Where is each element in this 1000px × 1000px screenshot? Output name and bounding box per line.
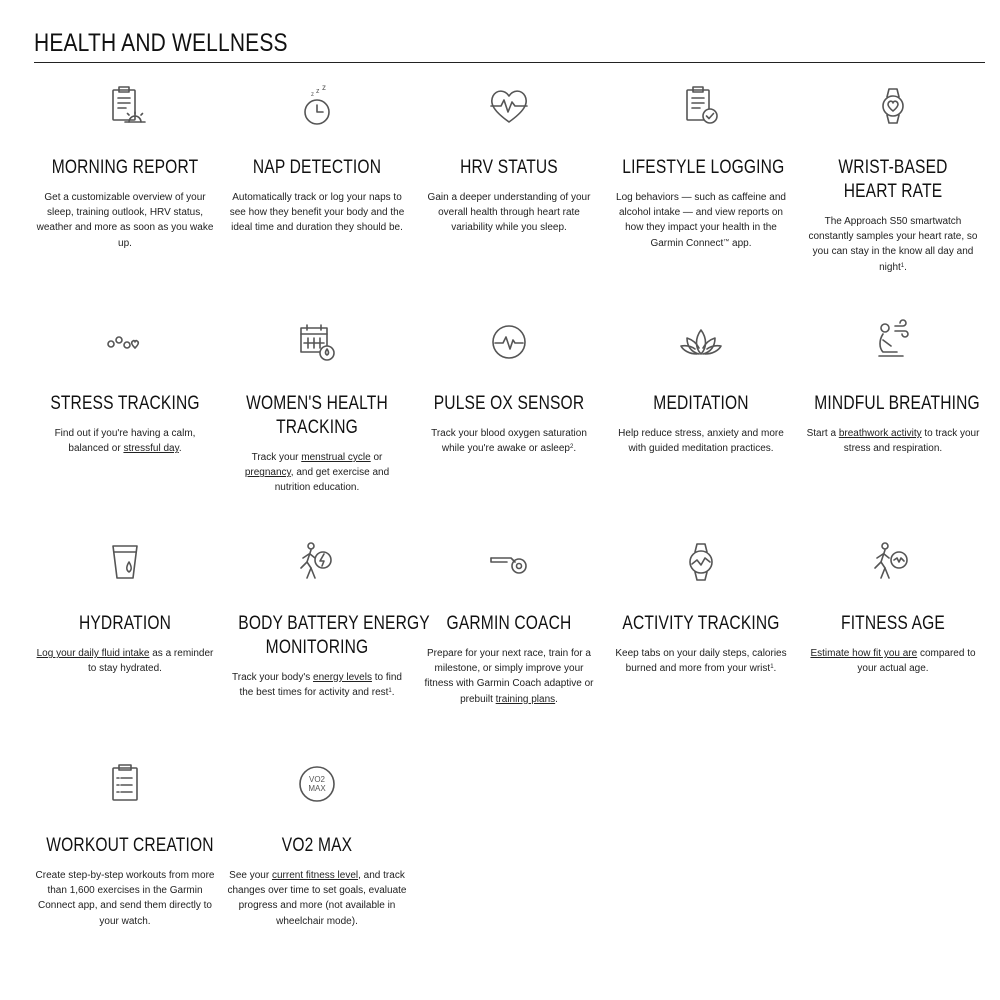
feature-title-line: GARMIN COACH	[446, 613, 572, 634]
feature-description-text: as a reminder to stay hydrated.	[88, 648, 214, 675]
heart-pulse-icon	[485, 82, 533, 130]
feature-description	[227, 450, 407, 496]
feature-link[interactable]: menstrual cycle	[301, 452, 371, 463]
footnote-marker: 1	[900, 262, 905, 269]
feature-link[interactable]: current fitness level	[271, 870, 359, 881]
feature-description-text: app.	[729, 237, 752, 249]
vo2-icon-text-1: VO2	[308, 775, 326, 784]
feature-description-text: .	[573, 443, 577, 455]
feature-title-line: STRESS TRACKING	[50, 393, 200, 414]
feature-title-line: BODY BATTERY ENERGY	[238, 613, 430, 634]
feature-description-text: Track your blood oxygen saturation while you're awake or asleep	[431, 428, 587, 455]
feature-title-line: LIFESTYLE LOGGING	[622, 157, 785, 178]
feature-description-text: Automatically track or log your naps to see how they benefit your body and the ideal time and duration they should be.	[229, 192, 405, 234]
feature-title-line: HRV STATUS	[460, 157, 558, 178]
whistle-icon	[485, 538, 533, 586]
feature-title-line: TRACKING	[276, 417, 358, 438]
feature-description-text: See your	[229, 870, 272, 881]
feature-title-line: HYDRATION	[78, 613, 172, 634]
feature-title	[46, 156, 203, 180]
feature-title-line: PULSE OX SENSOR	[433, 393, 585, 414]
calendar-drop-icon	[293, 318, 341, 366]
feature-title	[46, 834, 214, 858]
feature-description	[419, 646, 599, 707]
watch-activity-icon	[677, 538, 725, 586]
feature-card-hydration	[29, 538, 221, 676]
watch-heart-icon	[869, 82, 917, 130]
feature-description	[35, 426, 215, 456]
feature-link[interactable]: breathwork activity	[838, 428, 922, 439]
feature-description	[35, 646, 215, 676]
vo2-icon-text-2: MAX	[308, 784, 326, 793]
feature-description	[227, 190, 407, 236]
feature-card-nap-detection	[221, 82, 413, 236]
svg-text:z: z	[311, 92, 314, 98]
feature-description-text: , and track changes over time to set goals, evaluate progress and more (not available in wheelchair mode).	[227, 870, 407, 927]
feature-title	[430, 156, 587, 180]
feature-title	[622, 156, 785, 180]
feature-description-text: .	[555, 693, 558, 705]
feature-card-mindful-breathing	[797, 318, 989, 456]
feature-description-text: Get a customizable overview of your sleep, training outlook, HRV status, weather and more as soon as you wake up.	[36, 192, 214, 249]
feature-title	[430, 612, 587, 636]
feature-title	[814, 612, 971, 636]
feature-description	[419, 426, 599, 456]
feature-title-line: ACTIVITY TRACKING	[622, 613, 780, 634]
feature-description	[803, 214, 983, 275]
section-header	[34, 30, 985, 63]
feature-title	[238, 834, 395, 858]
feature-description-text: Start a	[806, 428, 839, 439]
section-title: HEALTH AND WELLNESS	[34, 29, 288, 57]
feature-card-hrv-status	[413, 82, 605, 236]
footnote-marker: 1	[388, 688, 392, 695]
oxygen-wave-icon	[485, 318, 533, 366]
feature-description-text: .	[904, 261, 907, 273]
feature-description	[419, 190, 599, 236]
feature-description-text: .	[178, 443, 182, 455]
feature-card-body-battery-energy-monitoring	[221, 538, 430, 700]
feature-description	[803, 426, 983, 456]
feature-description	[227, 868, 407, 929]
breathing-person-icon	[869, 318, 917, 366]
feature-description	[611, 426, 791, 456]
feature-description	[803, 646, 983, 676]
feature-title-line: FITNESS AGE	[841, 613, 945, 634]
feature-title	[814, 156, 971, 204]
feature-description	[611, 190, 791, 251]
stress-wave-icon	[101, 318, 149, 366]
clipboard-check-icon	[677, 82, 725, 130]
feature-title-line: HEART RATE	[843, 181, 943, 202]
feature-description-text: Find out if you're having a calm, balanced or	[54, 428, 196, 455]
feature-description-text: Track your	[251, 452, 302, 463]
feature-card-vo2-max	[221, 760, 413, 929]
feature-description-text: or	[370, 452, 383, 463]
feature-description-text: Create step-by-step workouts from more than 1,600 exercises in the Garmin Connect app, and send them directly to your watch.	[35, 870, 215, 927]
feature-description-text: .	[391, 687, 395, 699]
clipboard-list-icon	[101, 760, 149, 808]
feature-title	[238, 392, 395, 440]
feature-description	[227, 670, 407, 700]
feature-card-garmin-coach	[413, 538, 605, 707]
feature-link[interactable]: stressful day	[123, 443, 179, 455]
feature-description-text: .	[773, 663, 777, 675]
feature-card-workout-creation	[29, 760, 221, 929]
feature-link[interactable]: training plans	[495, 693, 556, 705]
feature-title-line: WORKOUT CREATION	[46, 835, 214, 856]
feature-title	[430, 392, 587, 416]
feature-card-lifestyle-logging	[605, 82, 797, 251]
feature-title	[622, 612, 779, 636]
sleep-clock-icon	[293, 82, 341, 130]
feature-title-line: MORNING REPORT	[51, 157, 199, 178]
feature-description	[611, 646, 791, 676]
feature-description-text: The Approach S50 smartwatch constantly samples your heart rate, so you can stay in the know all day and night	[808, 216, 978, 273]
lotus-icon	[677, 318, 725, 366]
runner-energy-icon	[293, 538, 341, 586]
feature-title	[238, 156, 395, 180]
feature-title-line: MONITORING	[265, 637, 369, 658]
feature-title-line: NAP DETECTION	[252, 157, 382, 178]
footnote-marker: 2	[569, 444, 574, 451]
feature-card-fitness-age	[797, 538, 989, 676]
feature-title	[622, 392, 779, 416]
feature-description-text: to find the best times for activity and rest	[239, 672, 402, 699]
feature-card-morning-report	[29, 82, 221, 251]
feature-card-pulse-ox-sensor	[413, 318, 605, 456]
clipboard-sun-icon	[101, 82, 149, 130]
feature-description-text: Keep tabs on your daily steps, calories burned and more from your wrist	[615, 648, 787, 675]
feature-description-text: Track your body's	[232, 672, 314, 683]
svg-text:z: z	[316, 88, 320, 95]
water-glass-icon	[101, 538, 149, 586]
feature-description-text: , and get exercise and nutrition education.	[274, 467, 390, 494]
feature-description-text: Log behaviors — such as caffeine and alcohol intake — and view reports on how they impact your health in the Garmin Connect	[616, 192, 786, 249]
feature-card-meditation	[605, 318, 797, 456]
feature-card-wrist-based-heart-rate	[797, 82, 989, 275]
feature-title	[814, 392, 980, 416]
feature-description	[35, 868, 215, 929]
feature-title-line: WRIST-BASED	[838, 157, 948, 178]
feature-title-line: MEDITATION	[653, 393, 749, 414]
feature-title	[238, 612, 430, 660]
feature-title-line: MINDFUL BREATHING	[814, 393, 980, 414]
feature-link[interactable]: energy levels	[313, 672, 372, 683]
feature-title-line: VO2 MAX	[281, 835, 353, 856]
feature-link[interactable]: Estimate how fit you are	[810, 648, 918, 659]
feature-title-line: WOMEN'S HEALTH	[246, 393, 388, 414]
feature-description-text: compared to your actual age.	[857, 648, 976, 675]
feature-description-text: Gain a deeper understanding of your overall health through heart rate variability while you sleep.	[427, 192, 591, 234]
vo2-max-icon	[293, 760, 341, 808]
runner-gauge-icon	[869, 538, 917, 586]
feature-description-text: Help reduce stress, anxiety and more with guided meditation practices.	[618, 428, 784, 455]
feature-title	[46, 392, 203, 416]
feature-link[interactable]: pregnancy	[244, 467, 291, 479]
feature-card-stress-tracking	[29, 318, 221, 456]
feature-description	[35, 190, 215, 251]
feature-card-activity-tracking	[605, 538, 797, 676]
feature-card-women-s-health-tracking	[221, 318, 413, 496]
feature-description-text: to track your stress and respiration.	[843, 428, 980, 455]
feature-title	[46, 612, 203, 636]
footnote-marker: ™	[723, 238, 730, 245]
svg-text:z: z	[322, 83, 326, 92]
footnote-marker: 1	[770, 664, 774, 671]
feature-link[interactable]: Log your daily fluid intake	[36, 648, 150, 659]
feature-description-text: Prepare for your next race, train for a milestone, or simply improve your fitness with Garmin Coach adaptive or prebuilt	[424, 648, 594, 705]
